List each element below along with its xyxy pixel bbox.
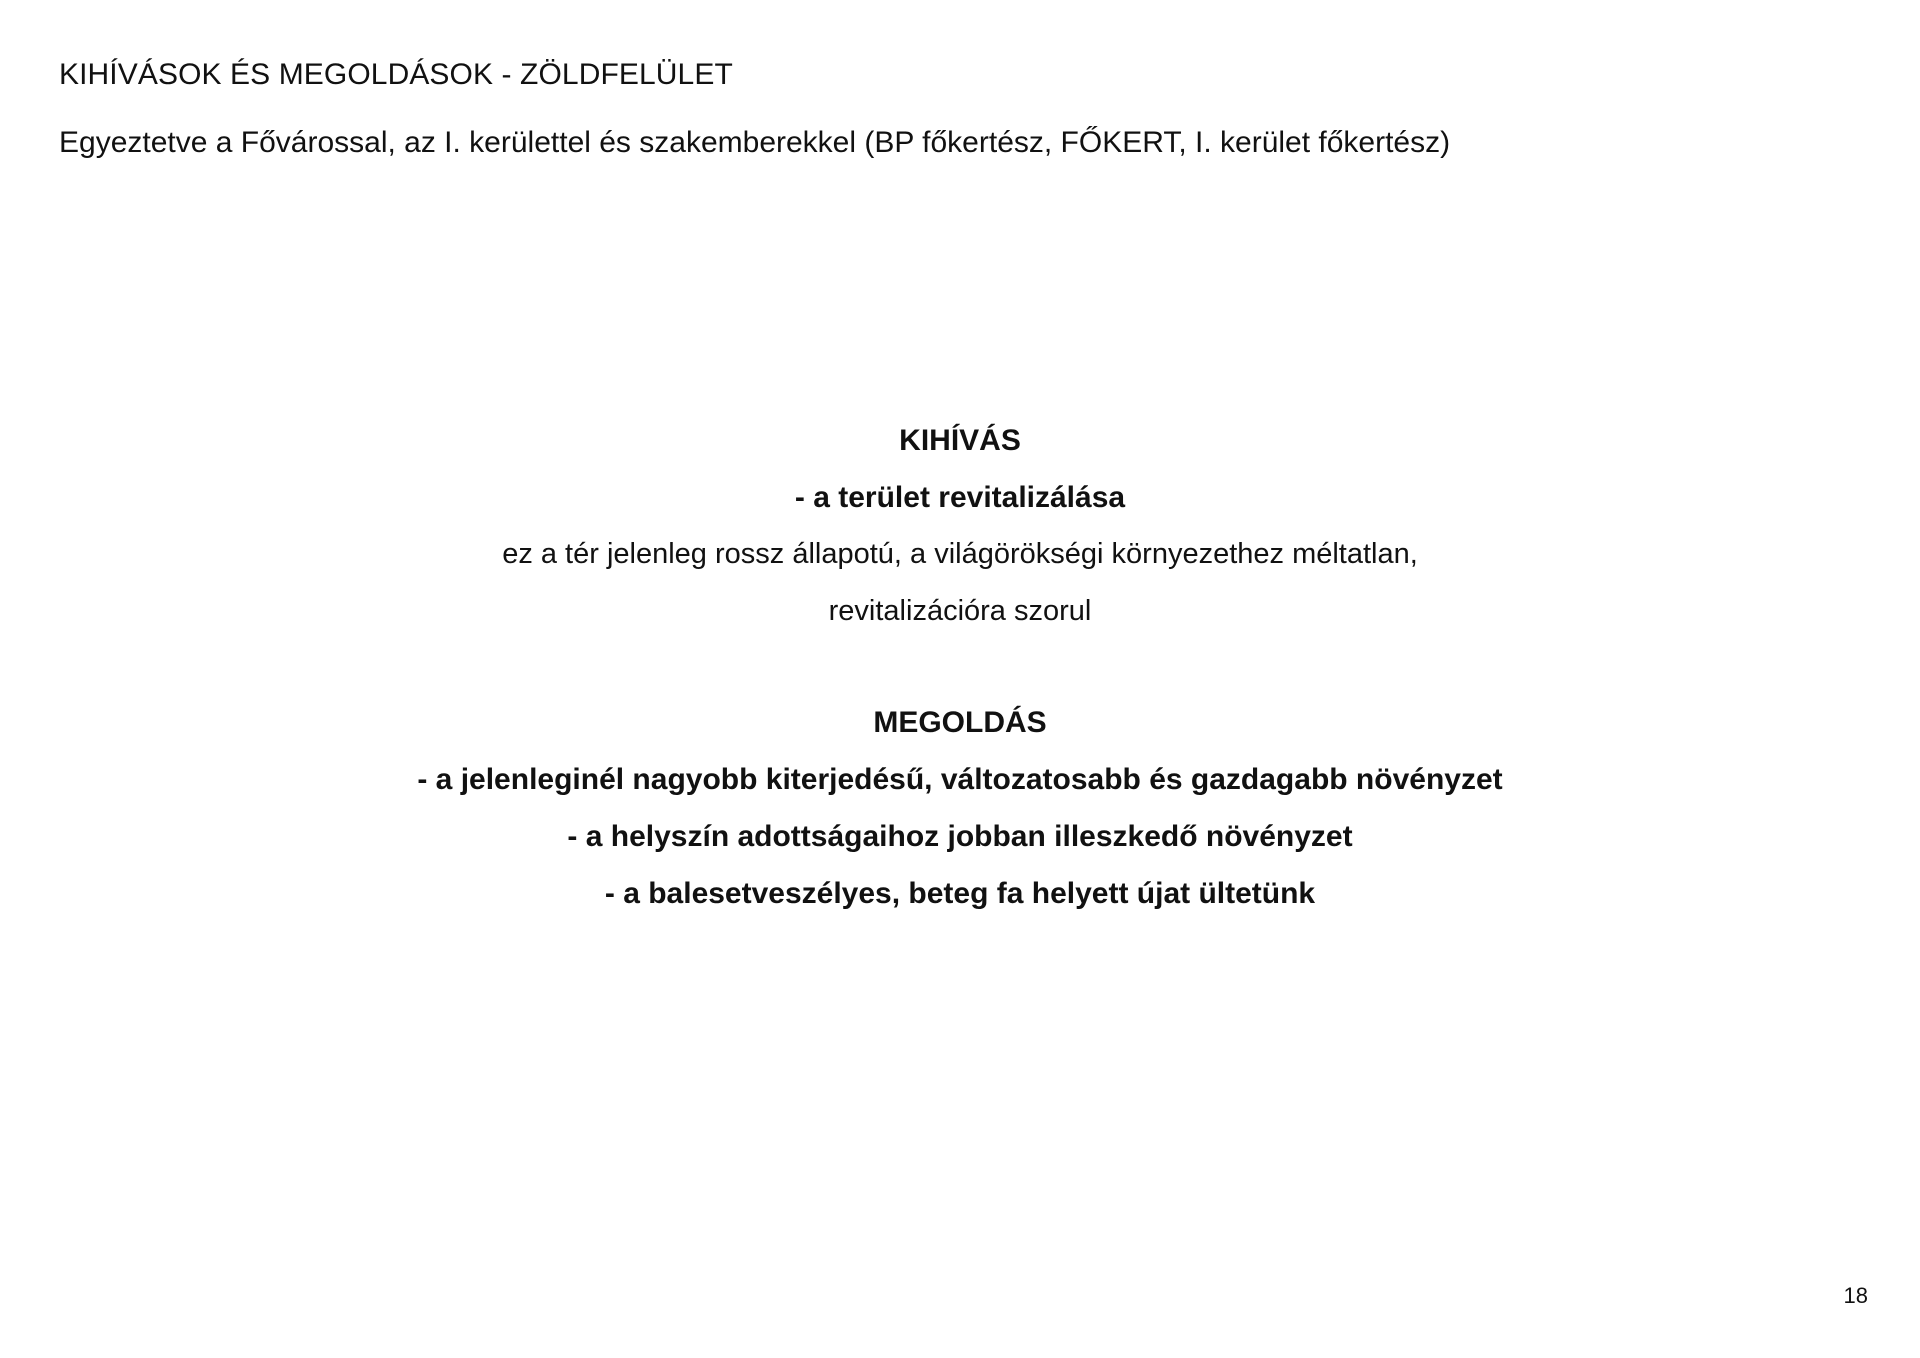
solution-point: - a jelenleginél nagyobb kiterjedésű, változatosabb és gazdagabb növényzet (417, 763, 1503, 796)
challenge-section (0, 412, 1920, 640)
solution-point: - a helyszín adottságaihoz jobban illeszkedő növényzet (567, 820, 1353, 853)
challenge-description-line: revitalizációra szorul (828, 595, 1092, 627)
solution-point: - a balesetveszélyes, beteg fa helyett újat ültetünk (604, 877, 1316, 910)
challenge-heading: KIHÍVÁS (899, 424, 1021, 457)
solution-heading: MEGOLDÁS (873, 706, 1047, 739)
challenge-description-line: ez a tér jelenleg rossz állapotú, a világörökségi környezethez méltatlan, (502, 538, 1418, 570)
page-number: 18 (1843, 1283, 1868, 1308)
page-title: KIHÍVÁSOK ÉS MEGOLDÁSOK - ZÖLDFELÜLET (59, 58, 733, 91)
solution-section (0, 694, 1920, 922)
challenge-point: - a terület revitalizálása (794, 481, 1126, 514)
page-subtitle: Egyeztetve a Fővárossal, az I. kerülettel és szakemberekkel (BP főkertész, FŐKERT, I. kerület főkertész) (59, 126, 1451, 159)
